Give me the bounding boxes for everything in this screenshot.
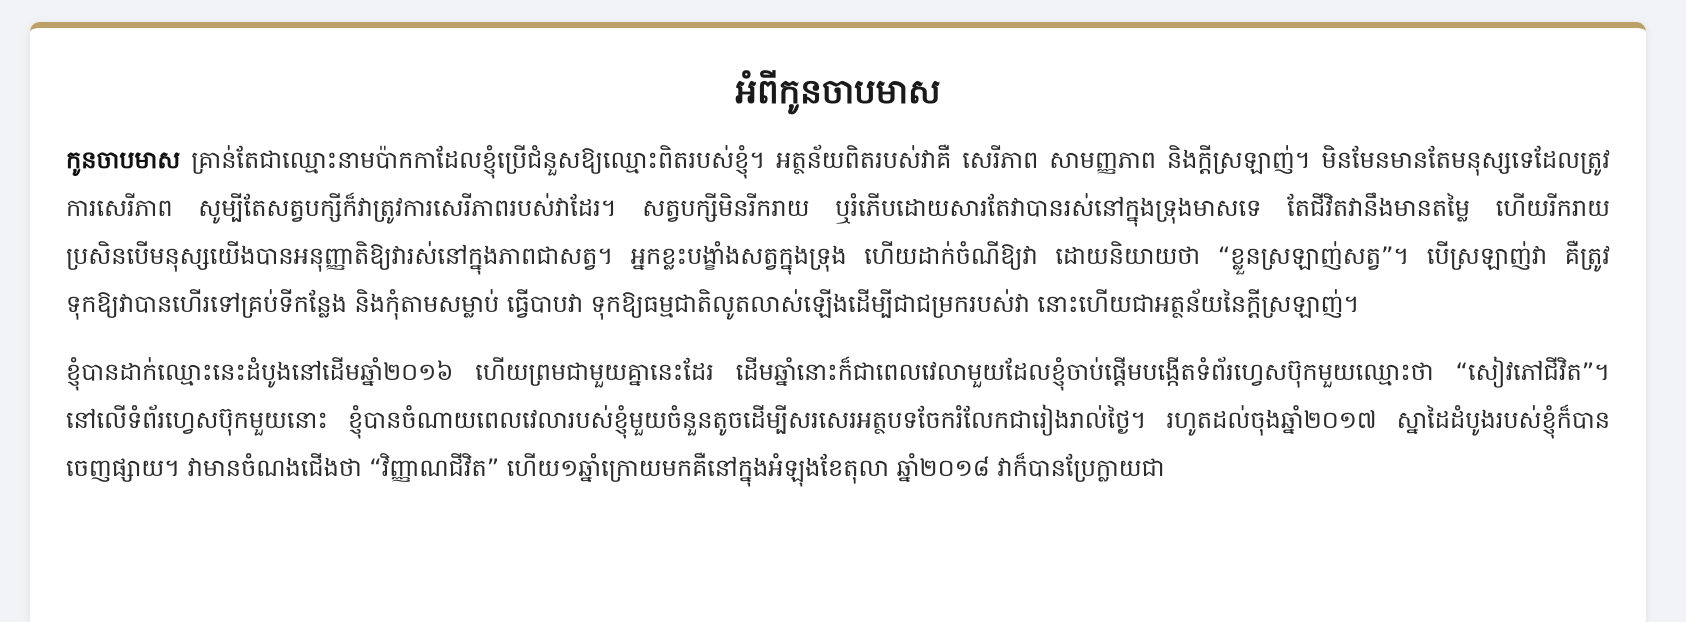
- about-paragraph-2-text: ខ្ញុំបានដាក់ឈ្មោះនេះដំបូងនៅដើមឆ្នាំ២០១៦ ហើយព្រមជាមួយគ្នានេះដែរ ដើមឆ្នាំនោះក៏ជាពេលវេលាមួយដែលខ្ញុំចាប់ផ្តើមបង្កើតទំព័រហ្វេសប៊ុកមួយឈ្មោះថា “សៀវភៅជីវិត”។ នៅលើទំព័រហ្វេសប៊ុកមួយនោះ ខ្ញុំបានចំណាយពេលវេលារបស់ខ្ញុំមួយចំនួនតូចដើម្បីសរសេរអត្ថបទចែករំលែកជារៀងរាល់ថ្ងៃ។ រហូតដល់ចុងឆ្នាំ២០១៧ ស្នាដៃដំបូងរបស់ខ្ញុំក៏បានចេញផ្សាយ។ វាមានចំណងជើងថា “វិញ្ញាណជីវិត” ហើយ១ឆ្នាំក្រោយមកគឺនៅក្នុងអំឡុងខែតុលា ឆ្នាំ២០១៨ វាក៏បានប្រែក្លាយជា: [66, 358, 1610, 483]
- about-paragraph-1-text: គ្រាន់តែជាឈ្មោះនាមប៉ាកកាដែលខ្ញុំប្រើជំនួសឱ្យឈ្មោះពិតរបស់ខ្ញុំ។ អត្ថន័យពិតរបស់វាគឺ សេរីភាព សាមញ្ញភាព និងក្តីស្រឡាញ់។ មិនមែនមានតែមនុស្សទេដែលត្រូវការសេរីភាព សូម្បីតែសត្វបក្សីក៏វាត្រូវការសេរីភាពរបស់វាដែរ។ សត្វបក្សីមិនរីករាយ ឬរំភើបដោយសារតែវាបានរស់នៅក្នុងទ្រុងមាសទេ តែជីវិតវានឹងមានតម្លៃ ហើយរីករាយ ប្រសិនបើមនុស្សយើងបានអនុញ្ញាតិឱ្យវារស់នៅក្នុងភាពជាសត្វ។ អ្នកខ្លះបង្ខាំងសត្វក្នុងទ្រុង ហើយដាក់ចំណីឱ្យវា ដោយនិយាយថា “ខ្លួនស្រឡាញ់សត្វ”។ បើស្រឡាញ់វា គឺត្រូវទុកឱ្យវាបានហើរទៅគ្រប់ទីកន្លែង និងកុំតាមសម្លាប់ ធ្វើបាបវា ទុកឱ្យធម្មជាតិលូតលាស់ឡើងដើម្បីជាជម្រករបស់វា នោះហើយជាអត្ថន័យនៃក្តីស្រឡាញ់។: [66, 146, 1610, 319]
- page-title: អំពីកូនចាបមាស: [735, 72, 941, 112]
- about-card: [30, 22, 1646, 622]
- about-paragraph-2: [66, 348, 1610, 492]
- pen-name-bold: កូនចាបមាស: [66, 146, 181, 175]
- about-paragraph-1: [66, 136, 1610, 328]
